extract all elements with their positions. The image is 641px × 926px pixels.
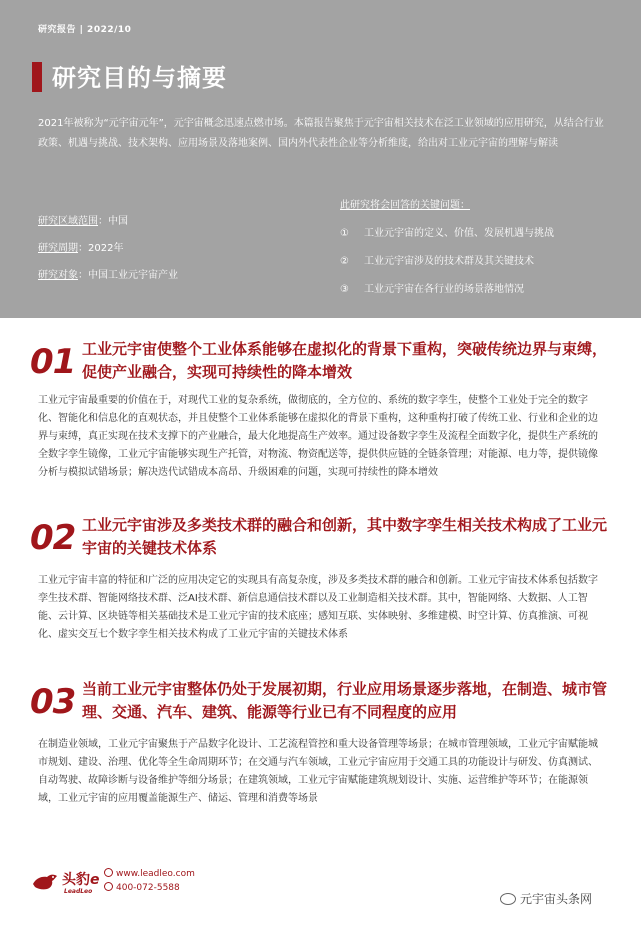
logo-subtext: LeadLeo xyxy=(64,888,93,895)
leadleo-logo xyxy=(32,866,102,896)
intro-paragraph: 2021年被称为“元宇宙元年”，元宇宙概念迅速点燃市场。本篇报告聚焦于元宇宙相关技术在泛工业领域的应用研究，从结合行业政策、机遇与挑战、技术架构、应用场景及落地案例、国内外代表性企业等分析维度，给出对工业元宇宙的理解与解读 xyxy=(38,118,604,149)
section-number: 02 xyxy=(30,518,76,558)
scope-region xyxy=(38,212,178,239)
scope-value: ：中国 xyxy=(98,216,128,227)
phone-row xyxy=(104,881,195,895)
question-item xyxy=(340,280,554,308)
scope-key: 研究周期 xyxy=(38,243,78,254)
header-banner xyxy=(0,0,641,318)
logo-wordmark xyxy=(62,869,100,889)
footer-contact xyxy=(104,867,195,895)
scope-key: 研究区域范围 xyxy=(38,216,98,227)
questions-title: 此研究将会回答的关键问题： xyxy=(340,200,470,211)
scope-key: 研究对象 xyxy=(38,270,78,281)
wechat-icon xyxy=(500,893,516,905)
section-body: 工业元宇宙最重要的价值在于，对现代工业的复杂系统，做彻底的，全方位的、系统的数字孪生，使整个工业处于完全的数字化、智能化和信息化的直观状态，并且使整个工业体系能够在虚拟化的背景下重构，这种重构打破了传统工业、行业和企业的边界与束缚，真正实现在技术支撑下的产业融合，最大化地提高生产效率。通过设备数字孪生及流程全面数字化，提供生产系统的全数字孪生镜像，工业元宇宙能够实现生产托管，对物流、物资配送等，提供供应链的全链条管理；对能源、电力等，提供镜像分析与模拟试错场景；解决迭代试错成本高昂、升级困难的问题，实现可持续性的降本增效 xyxy=(38,395,598,478)
question-text: 工业元宇宙在各行业的场景落地情况 xyxy=(364,284,524,295)
logo-text: 头豹 xyxy=(62,872,90,888)
report-label: 研究报告 | 2022/10 xyxy=(38,25,132,35)
question-item xyxy=(340,252,554,280)
scope-value: ：2022年 xyxy=(78,243,124,254)
leopard-icon xyxy=(32,870,58,892)
logo-e: e xyxy=(90,872,100,888)
page-title: 研究目的与摘要 xyxy=(52,64,227,92)
question-number: ② xyxy=(340,256,349,267)
research-scope xyxy=(38,212,178,293)
section-number: 01 xyxy=(30,342,76,382)
section-heading: 工业元宇宙涉及多类技术群的融合和创新，其中数字孪生相关技术构成了工业元宇宙的关键技术体系 xyxy=(82,516,608,557)
website-row xyxy=(104,867,195,881)
phone-number: 400-072-5588 xyxy=(116,883,180,893)
section-number: 03 xyxy=(30,682,76,722)
watermark-text: 元宇宙头条网 xyxy=(520,892,593,906)
title-accent-bar xyxy=(32,62,42,92)
question-number: ① xyxy=(340,228,349,239)
section-heading: 工业元宇宙使整个工业体系能够在虚拟化的背景下重构，突破传统边界与束缚，促使产业融合，实现可持续性的降本增效 xyxy=(82,340,608,381)
section-heading: 当前工业元宇宙整体仍处于发展初期，行业应用场景逐步落地，在制造、城市管理、交通、汽车、建筑、能源等行业已有不同程度的应用 xyxy=(82,680,608,721)
question-text: 工业元宇宙的定义、价值、发展机遇与挑战 xyxy=(364,228,554,239)
globe-icon xyxy=(104,868,113,877)
website-link[interactable]: www.leadleo.com xyxy=(116,869,195,879)
scope-value: ：中国工业元宇宙产业 xyxy=(78,270,178,281)
scope-period xyxy=(38,239,178,266)
watermark xyxy=(500,890,592,907)
question-item xyxy=(340,224,554,252)
phone-icon xyxy=(104,882,113,891)
question-number: ③ xyxy=(340,284,349,295)
section-body: 工业元宇宙丰富的特征和广泛的应用决定它的实现具有高复杂度，涉及多类技术群的融合和创新。工业元宇宙技术体系包括数字孪生技术群、智能网络技术群、泛AI技术群、新信息通信技术群以及工业制造相关技术群。其中，智能网络、大数据、人工智能、云计算、区块链等相关基础技术是工业元宇宙的技术底座；感知互联、实体映射、多维建模、时空计算、仿真推演、可视化、虚实交互七个数字孪生相关技术构成了工业元宇宙的关键技术体系 xyxy=(38,575,598,640)
key-questions xyxy=(340,196,554,308)
section-body: 在制造业领域，工业元宇宙聚焦于产品数字化设计、工艺流程管控和重大设备管理等场景；在城市管理领域，工业元宇宙赋能城市规划、建设、治理、优化等全生命周期环节；在交通与汽车领域，工业元宇宙应用于交通工具的功能设计与研发、仿真测试、自动驾驶、故障诊断与设备维护等细分场景；在建筑领域，工业元宇宙赋能建筑规划设计、实施、运营维护等环节；在能源领域，工业元宇宙的应用覆盖能源生产、储运、管理和消费等场景 xyxy=(38,739,598,804)
question-text: 工业元宇宙涉及的技术群及其关键技术 xyxy=(364,256,534,267)
scope-object xyxy=(38,266,178,293)
